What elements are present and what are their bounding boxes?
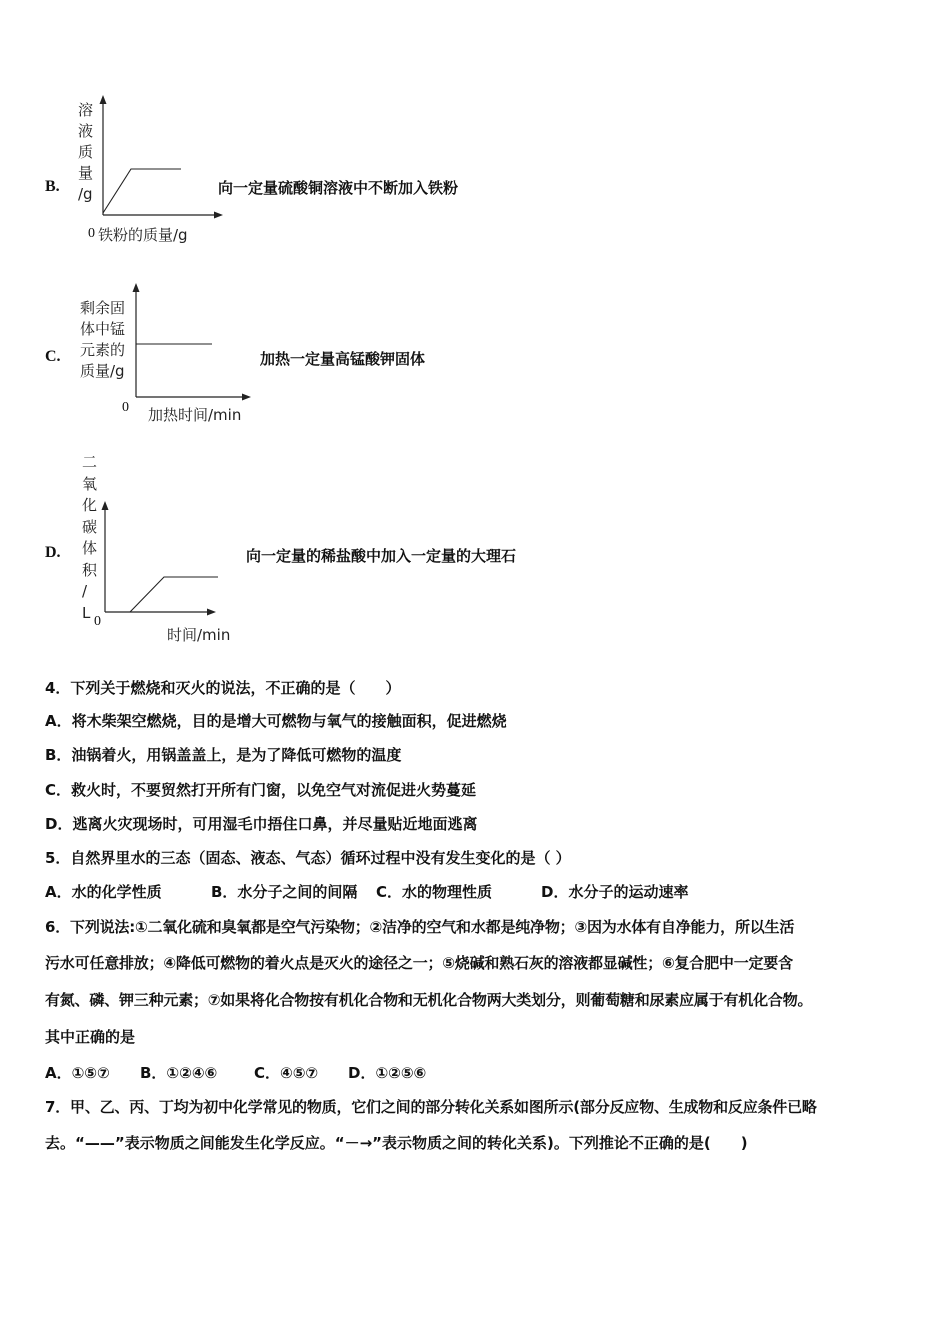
graph-c-x-axis-label: 加热时间/min <box>148 406 242 424</box>
question-4-option: D．逃离火灾现场时，可用湿毛巾捂住口鼻，并尽量贴近地面逃离 <box>45 815 478 833</box>
graph-c-y-label-part: 元素的 <box>80 341 126 359</box>
question-4-option: A．将木柴架空燃烧，目的是增大可燃物与氧气的接触面积，促进燃烧 <box>45 712 507 730</box>
graph-b-statement: 向一定量硫酸铜溶液中不断加入铁粉 <box>218 179 459 197</box>
graph-c-y-label-part: 质量/g <box>80 362 125 380</box>
question-5-stem: 5．自然界里水的三态（固态、液态、气态）循环过程中没有发生变化的是（ ） <box>45 849 571 867</box>
question-4-stem: 4．下列关于燃烧和灭火的说法，不正确的是（ ） <box>45 679 401 697</box>
question-7-line: 7．甲、乙、丙、丁均为初中化学常见的物质，它们之间的部分转化关系如图所示(部分反应物、生成物和反应条件已略 <box>45 1098 817 1116</box>
graph-c-x-arrow <box>242 394 251 401</box>
graph-b <box>95 95 225 225</box>
graph-d-origin: 0 <box>94 614 101 629</box>
question-5-option: D．水分子的运动速率 <box>541 883 689 901</box>
graph-b-curve <box>103 169 181 213</box>
graph-d-y-label-part: L <box>82 603 91 622</box>
option-d-letter: D. <box>45 544 61 561</box>
graph-c <box>129 282 254 407</box>
graph-d-y-label-part: / <box>82 582 88 600</box>
graph-b-y-label-part: 质 <box>78 143 94 161</box>
graph-c-origin: 0 <box>122 400 129 415</box>
graph-b-y-label-part: 溶 <box>78 101 94 119</box>
graph-d-statement: 向一定量的稀盐酸中加入一定量的大理石 <box>246 547 517 565</box>
question-6-line: 污水可任意排放；④降低可燃物的着火点是灭火的途径之一；⑤烧碱和熟石灰的溶液都显碱性；⑥复合肥中一定要含 <box>45 954 793 972</box>
question-7-line: 去。“——”表示物质之间能发生化学反应。“－→”表示物质之间的转化关系)。下列推论不正确的是( ) <box>45 1134 748 1152</box>
graph-c-y-label-part: 体中锰 <box>80 320 126 338</box>
question-5-option: A．水的化学性质 <box>45 883 162 901</box>
graph-d-y-arrow <box>102 501 109 510</box>
graph-c-statement: 加热一定量高锰酸钾固体 <box>260 350 426 368</box>
graph-d-y-label-part: 二 <box>82 453 98 471</box>
graph-c-y-arrow <box>133 283 140 292</box>
question-5-option: B．水分子之间的间隔 <box>211 883 358 901</box>
question-6-line: 有氮、磷、钾三种元素；⑦如果将化合物按有机化合物和无机化合物两大类划分，则葡萄糖和尿素应属于有机化合物。 <box>45 991 813 1009</box>
graph-b-origin: 0 <box>88 226 95 241</box>
graph-d-curve <box>130 577 218 612</box>
graph-b-y-label-part: /g <box>78 185 93 203</box>
graph-d <box>98 500 223 620</box>
graph-b-y-label-part: 量 <box>78 164 94 182</box>
graph-c-y-label-part: 剩余固 <box>80 299 126 317</box>
graph-d-y-label-part: 化 <box>82 496 98 514</box>
graph-d-y-label-part: 氧 <box>82 474 98 493</box>
graph-d-y-label-part: 体 <box>82 539 98 557</box>
question-6-option: B．①②④⑥ <box>140 1064 218 1082</box>
graph-d-x-arrow <box>207 609 216 616</box>
graph-d-y-label-part: 积 <box>82 560 98 579</box>
question-6-line: 6．下列说法:①二氧化硫和臭氧都是空气污染物；②洁净的空气和水都是纯净物；③因为水体有自净能力，所以生活 <box>45 918 795 936</box>
graph-b-y-arrow <box>100 95 107 104</box>
option-c-letter: C. <box>45 348 61 365</box>
graph-b-x-arrow <box>214 212 223 219</box>
graph-d-x-axis-label: 时间/min <box>167 626 231 644</box>
graph-b-y-label-part: 液 <box>78 122 94 140</box>
question-4-option: C．救火时，不要贸然打开所有门窗，以免空气对流促进火势蔓延 <box>45 781 477 799</box>
question-6-option: A．①⑤⑦ <box>45 1064 110 1082</box>
option-b-letter: B. <box>45 178 60 195</box>
graph-d-y-label-part: 碳 <box>82 517 98 536</box>
question-6-option: C．④⑤⑦ <box>254 1064 319 1082</box>
question-6-line: 其中正确的是 <box>45 1028 136 1046</box>
question-5-option: C．水的物理性质 <box>376 883 493 901</box>
graph-b-x-axis-label: 铁粉的质量/g <box>98 226 188 244</box>
question-6-option: D．①②⑤⑥ <box>348 1064 427 1082</box>
graph-c-y-axis-label <box>80 298 125 382</box>
question-4-option: B．油锅着火，用锅盖盖上，是为了降低可燃物的温度 <box>45 746 402 764</box>
